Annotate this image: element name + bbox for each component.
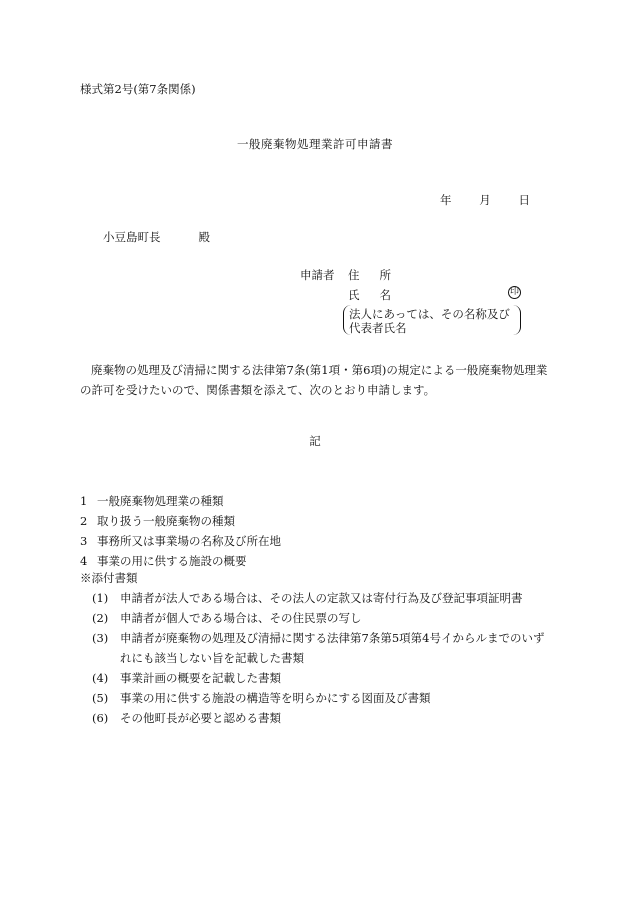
- list-item: 4 事業の用に供する施設の概要: [80, 554, 247, 568]
- addressee-name: 小豆島町長: [103, 230, 161, 244]
- corporate-note-line1: 法人にあっては、その名称及び: [349, 307, 510, 321]
- attachment-item: (1) 申請者が法人である場合は、その法人の定款又は寄付行為及び登記事項証明書: [92, 591, 523, 605]
- application-body: 廃棄物の処理及び清掃に関する法律第7条(第1項・第6項)の規定による一般廃棄物処理業の許可を受けたいので、関係書類を添えて、次のとおり申請します。: [80, 363, 548, 397]
- item-list: [80, 491, 281, 571]
- date-line: [440, 195, 530, 207]
- form-number: 様式第2号(第7条関係): [80, 82, 196, 96]
- attachment-item: (5) 事業の用に供する施設の構造等を明らかにする図面及び書類: [92, 691, 431, 705]
- attachment-item: (2) 申請者が個人である場合は、その住民票の写し: [92, 611, 362, 625]
- addressee-honorific: 殿: [198, 230, 210, 244]
- attachment-list: [80, 568, 544, 728]
- list-item: 2 取り扱う一般廃棄物の種類: [80, 514, 235, 528]
- attachment-item: (3) 申請者が廃棄物の処理及び清掃に関する法律第7条第5項第4号イからルまでのいず: [92, 631, 545, 645]
- list-item: 1 一般廃棄物処理業の種類: [80, 494, 224, 508]
- address-label: 住所: [348, 268, 411, 282]
- date-year: 年: [440, 193, 452, 207]
- corporate-note: [343, 305, 521, 335]
- date-day: 日: [518, 193, 530, 207]
- name-label: 氏名: [348, 288, 411, 302]
- document-title: 一般廃棄物処理業許可申請書: [237, 137, 393, 151]
- attachment-item: (4) 事業計画の概要を記載した書類: [92, 671, 281, 685]
- corporate-note-line2: 代表者氏名: [349, 321, 407, 335]
- addressee: [103, 232, 210, 244]
- list-item: 3 事務所又は事業場の名称及び所在地: [80, 534, 281, 548]
- seal-mark: 印: [509, 287, 519, 297]
- applicant-label: 申請者: [300, 268, 335, 282]
- attachment-item: (6) その他町長が必要と認める書類: [92, 711, 281, 725]
- attachment-heading: ※添付書類: [80, 571, 138, 585]
- date-month: 月: [479, 193, 491, 207]
- ki-heading: 記: [309, 434, 321, 448]
- attachment-item-continuation: れにも該当しない旨を記載した書類: [120, 651, 304, 665]
